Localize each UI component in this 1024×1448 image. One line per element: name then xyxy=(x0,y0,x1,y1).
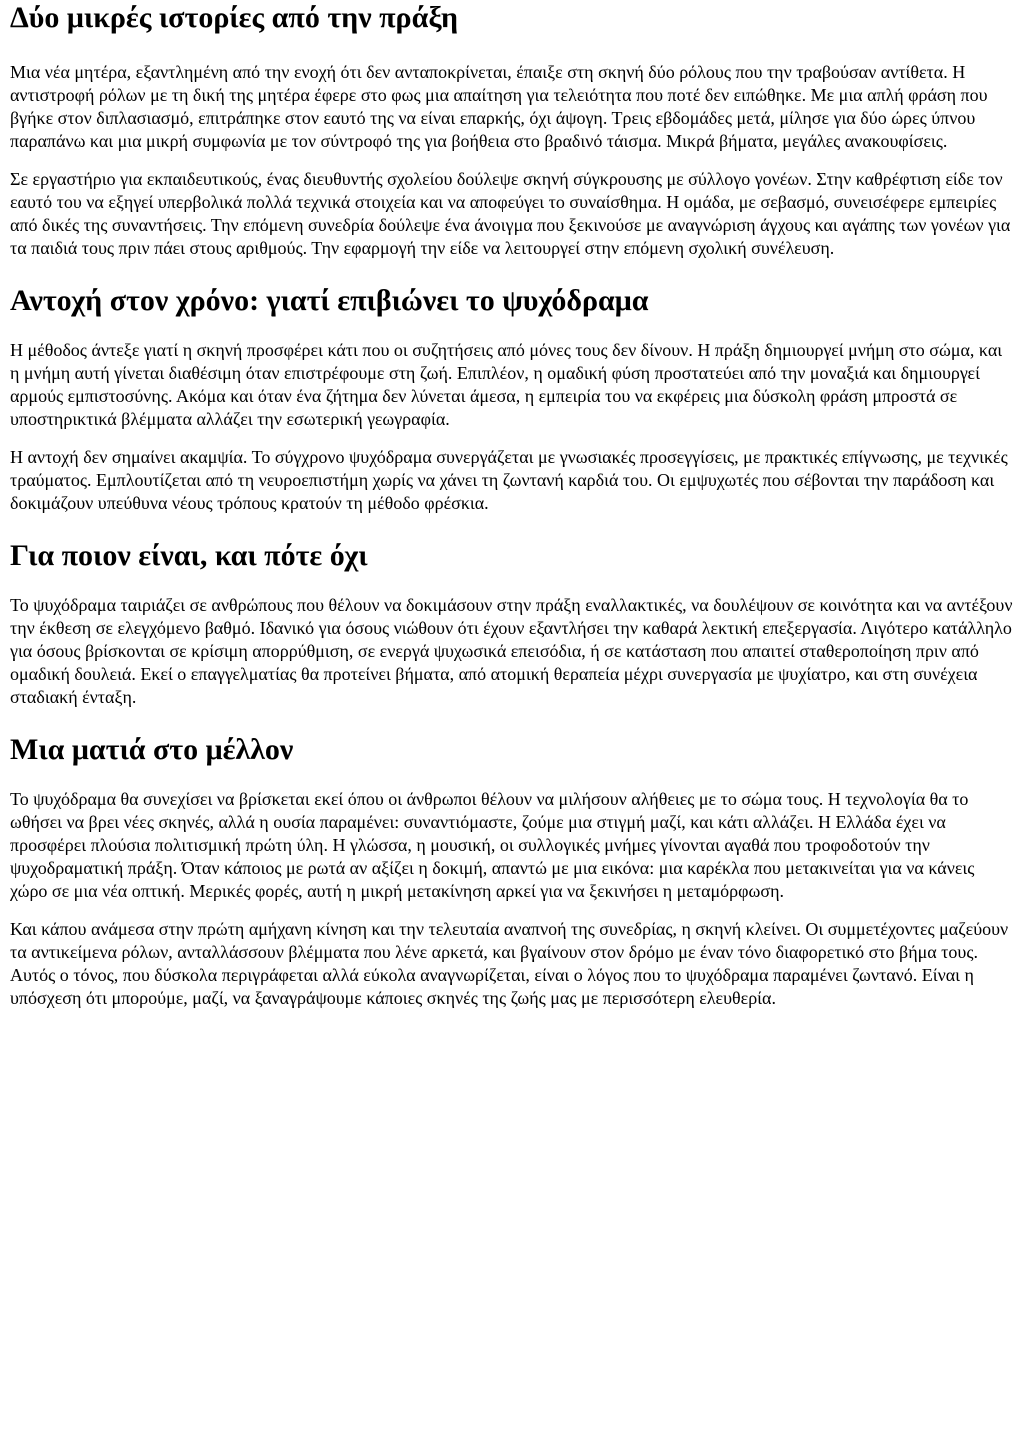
paragraph-not-rigidity: Η αντοχή δεν σημαίνει ακαμψία. Το σύγχρονο ψυχόδραμα συνεργάζεται με γνωσιακές προσεγγίσεις, με πρακτικές επίγνωσης, με τεχνικές τραύματος. Εμπλουτίζεται από τη νευροεπιστήμη χωρίς να χάνει τη ζωντανή καρδιά του. Οι εμψυχωτές που σέβονται την παράδοση και δοκιμάζουν υπεύθυνα νέους τρόπους κρατούν τη μέθοδο φρέσκια. xyxy=(10,447,1008,513)
section-heading-stories: Δύο μικρές ιστορίες από την πράξη xyxy=(10,1,459,34)
paragraph-scene-closes: Και κάπου ανάμεσα στην πρώτη αμήχανη κίνηση και την τελευταία αναπνοή της συνεδρίας, η σκηνή κλείνει. Οι συμμετέχοντες μαζεύουν τα αντικείμενα ρόλων, ανταλλάσσουν βλέμματα που λένε αρκετά, και βγαίνουν στον δρόμο με έναν τόνο διαφορετικό στο βήμα τους. Αυτός ο τόνος, που δύσκολα περιγράφεται αλλά εύκολα αναγνωρίζεται, είναι ο λόγος που το ψυχόδραμα παραμένει ζωντανό. Είναι η υπόσχεση ότι μπορούμε, μαζί, να ξαναγράψουμε κάποιες σκηνές της ζωής μας με περισσότερη ελευθερία. xyxy=(10,919,1009,1008)
paragraph-method-endured: Η μέθοδος άντεξε γιατί η σκηνή προσφέρει κάτι που οι συζητήσεις από μόνες τους δεν δίνουν. Η πράξη δημιουργεί μνήμη στο σώμα, και η μνήμη αυτή γίνεται διαθέσιμη όταν επιστρέφουμε στη ζωή. Επιπλέον, η ομαδική φύση προστατεύει από την μοναξιά και δημιουργεί αρμούς εμπιστοσύνης. Ακόμα και όταν ένα ζήτημα δεν λύνεται άμεσα, η εμπειρία του να εκφέρεις μια δύσκολη φράση μπροστά σε υποστηρικτικά βλέμματα αλλάζει την εσωτερική γεωγραφία. xyxy=(10,340,1003,429)
paragraph-school-principal: Σε εργαστήριο για εκπαιδευτικούς, ένας διευθυντής σχολείου δούλεψε σκηνή σύγκρουσης με σύλλογο γονέων. Στην καθρέφτιση είδε τον εαυτό του να εξηγεί υπερβολικά πολλά τεχνικά στοιχεία και να αποφεύγει το συναίσθημα. Η ομάδα, με σεβασμό, συνεισέφερε εμπειρίες από δικές της συναντήσεις. Την επόμενη συνεδρία δούλεψε ένα άνοιγμα που ξεκινούσε με αναγνώριση άγχους και αγάπης των γονέων για τα παιδιά τους πριν πάει στους αριθμούς. Την εφαρμογή την είδε να λειτουργεί στην επόμενη σχολική συνέλευση. xyxy=(10,169,1011,258)
section-heading-endurance: Αντοχή στον χρόνο: γιατί επιβιώνει το ψυχόδραμα xyxy=(10,284,649,317)
paragraph-suitability: Το ψυχόδραμα ταιριάζει σε ανθρώπους που θέλουν να δοκιμάσουν στην πράξη εναλλακτικές, να δουλέψουν σε κοινότητα και να αντέξουν την έκθεση σε ελεγχόμενο βαθμό. Ιδανικό για όσους νιώθουν ότι έχουν εξαντλήσει την καθαρά λεκτική επεξεργασία. Λιγότερο κατάλληλο για όσους βρίσκονται σε κρίσιμη απορρύθμιση, σε ενεργά ψυχωσικά επεισόδια, ή σε κατάσταση που απαιτεί σταθεροποίηση πριν από ομαδική δουλειά. Εκεί ο επαγγελματίας θα προτείνει βήματα, από ατομική θεραπεία μέχρι συνεργασία με ψυχίατρο, και στη συνέχεια σταδιακή ένταξη. xyxy=(10,595,1013,707)
section-heading-future: Μια ματιά στο μέλλον xyxy=(10,733,294,766)
paragraph-new-mother: Μια νέα μητέρα, εξαντλημένη από την ενοχή ότι δεν ανταποκρίνεται, έπαιξε στη σκηνή δύο ρόλους που την τραβούσαν αντίθετα. Η αντιστροφή ρόλων με τη δική της μητέρα έφερε στο φως μια απαίτηση για τελειότητα που ποτέ δεν ειπώθηκε. Με μια απλή φράση που βγήκε στον διπλασιασμό, επιτράπηκε στον εαυτό της να είναι επαρκής, όχι άψογη. Τρεις εβδομάδες μετά, μίλησε για δύο ώρες ύπνου παραπάνω και μια μικρή συμφωνία με τον σύντροφό της για βοήθεια στο βραδινό τάισμα. Μικρά βήματα, μεγάλες ανακουφίσεις. xyxy=(10,62,988,151)
paragraph-future-scenes: Το ψυχόδραμα θα συνεχίσει να βρίσκεται εκεί όπου οι άνθρωποι θέλουν να μιλήσουν αλήθειες με το σώμα τους. Η τεχνολογία θα το ωθήσει να βρει νέες σκηνές, αλλά η ουσία παραμένει: συναντιόμαστε, ζούμε μια στιγμή μαζί, και κάτι αλλάζει. Η Ελλάδα έχει να προσφέρει πλούσια πολιτισμική πρώτη ύλη. Η γλώσσα, η μουσική, οι συλλογικές μνήμες γίνονται αγαθά που τροφοδοτούν την ψυχοδραματική πράξη. Όταν κάποιος με ρωτά αν αξίζει η δοκιμή, απαντώ με μια εικόνα: μια καρέκλα που μετακινείται για να κάνεις χώρο σε μια νέα οπτική. Μερικές φορές, αυτή η μικρή μετακίνηση αρκεί για να ξεκινήσει η μεταμόρφωση. xyxy=(10,789,975,901)
section-heading-who-for: Για ποιον είναι, και πότε όχι xyxy=(10,539,368,572)
